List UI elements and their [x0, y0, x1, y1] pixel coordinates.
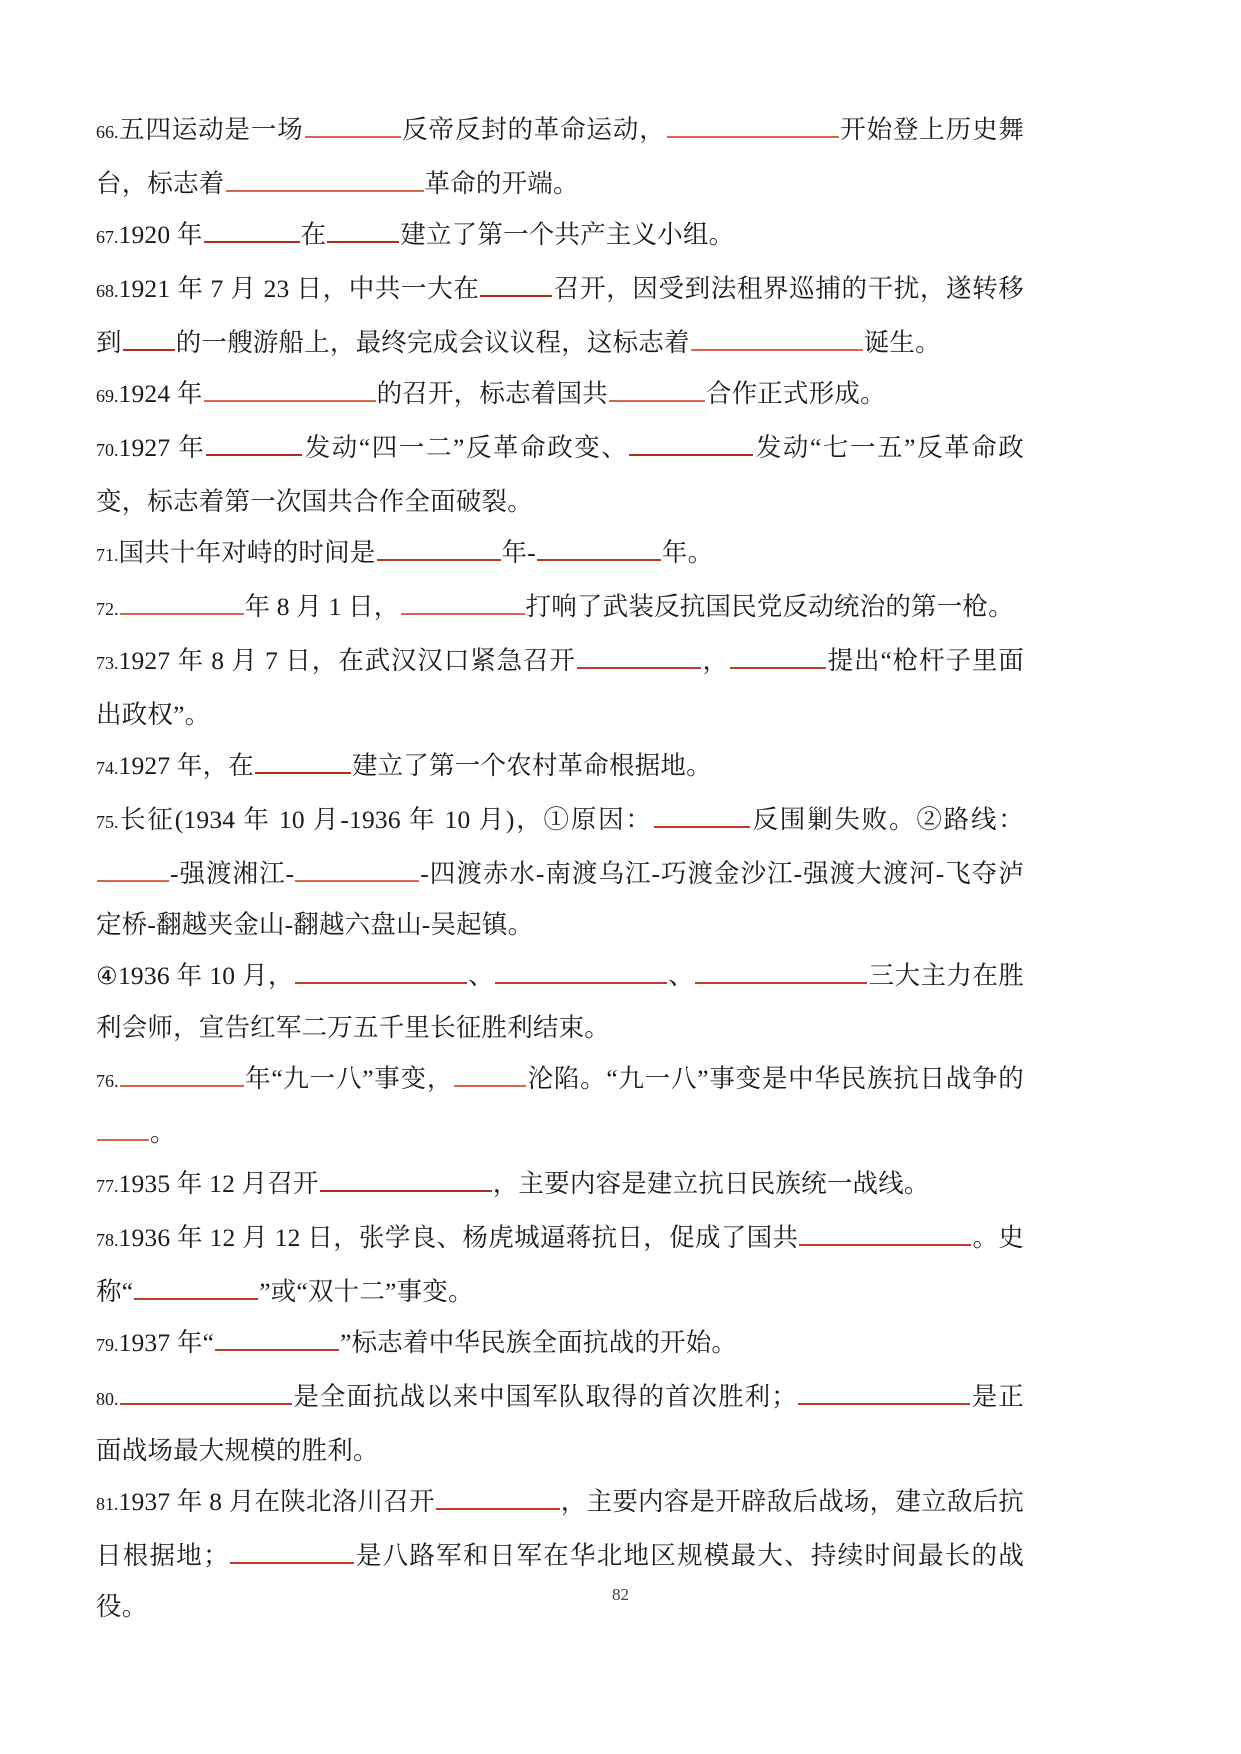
answer-blank[interactable] [495, 956, 667, 985]
question-text: 召开，因受到法租界巡捕的干扰，遂转移到 [96, 274, 1024, 357]
answer-blank[interactable] [654, 800, 750, 829]
question-item [96, 581, 1024, 635]
question-text: 1927 年 8 月 7 日，在武汉汉口紧急召开 [118, 646, 576, 675]
question-text: 反围剿失败。②路线： [750, 805, 1024, 834]
answer-blank[interactable] [609, 374, 705, 403]
answer-blank[interactable] [327, 215, 399, 244]
question-number: 67. [96, 227, 119, 247]
answer-blank[interactable] [295, 956, 467, 985]
question-item [96, 1371, 1024, 1476]
question-text: -强渡湘江- [170, 859, 295, 888]
answer-blank[interactable] [120, 1059, 244, 1088]
question-number: 77. [96, 1176, 119, 1196]
question-item [96, 527, 1024, 581]
question-number: 69. [96, 386, 119, 406]
answer-blank[interactable] [215, 1323, 339, 1352]
answer-blank[interactable] [204, 215, 300, 244]
question-text: 1921 年 7 月 23 日，中共一大在 [118, 274, 480, 303]
question-text: 国共十年对峙的时间是 [118, 538, 376, 567]
question-number: 76. [96, 1071, 119, 1091]
question-number: 81. [96, 1494, 119, 1514]
answer-blank[interactable] [691, 323, 863, 352]
question-text: 建立了第一个农村革命根据地。 [351, 751, 712, 780]
question-text: 1936 年 12 月 12 日，张学良、杨虎城逼蒋抗日，促成了国共 [118, 1223, 799, 1252]
question-text: 的召开，标志着国共 [376, 379, 608, 408]
question-text: 年。 [661, 538, 714, 567]
question-text: ”或“双十二”事变。 [259, 1277, 474, 1306]
question-text: ， [701, 646, 729, 675]
question-item [96, 263, 1024, 368]
page-number: 82 [612, 1585, 629, 1604]
answer-blank[interactable] [798, 1377, 970, 1406]
answer-blank[interactable] [295, 854, 419, 883]
question-text: 1924 年 [118, 379, 203, 408]
answer-blank[interactable] [799, 1218, 971, 1247]
answer-blank[interactable] [230, 1536, 354, 1565]
answer-blank[interactable] [97, 1113, 149, 1142]
question-text: 。史称“ [96, 1223, 1024, 1306]
question-number: 71. [96, 545, 119, 565]
answer-blank[interactable] [454, 1059, 526, 1088]
question-number: 73. [96, 653, 119, 673]
question-text: 、 [467, 961, 495, 990]
question-text: 建立了第一个共产主义小组。 [400, 220, 735, 249]
question-text: 反帝反封的革命运动， [401, 115, 666, 144]
answer-blank[interactable] [480, 269, 552, 298]
question-item [96, 368, 1024, 422]
answer-blank[interactable] [436, 1482, 560, 1511]
question-number: 72. [96, 599, 119, 619]
answer-blank[interactable] [120, 1377, 292, 1406]
question-item [96, 1053, 1024, 1158]
answer-blank[interactable] [401, 587, 525, 616]
question-text: 提出“枪杆子里面出政权”。 [96, 646, 1024, 729]
answer-blank[interactable] [123, 323, 175, 352]
question-item [96, 1212, 1024, 1317]
question-text: 年“九一八”事变， [244, 1064, 454, 1093]
question-text: 三大主力在胜利会师，宣告红军二万五千里长征胜利结束。 [96, 961, 1025, 1042]
answer-blank[interactable] [695, 956, 867, 985]
question-text: 革命的开端。 [424, 169, 579, 198]
question-text: 发动“四一二”反革命政变、 [303, 433, 629, 462]
question-text: 1927 年，在 [118, 751, 254, 780]
question-text: 在 [300, 220, 327, 249]
question-item [96, 104, 1024, 209]
question-item [96, 635, 1024, 740]
question-text: 是正面战场最大规模的胜利。 [96, 1382, 1024, 1465]
question-number: 66. [96, 122, 119, 142]
question-text: 1936 年 10 月， [117, 961, 294, 990]
question-item [96, 794, 1024, 950]
question-text: 五四运动是一场 [118, 115, 304, 144]
answer-blank[interactable] [629, 428, 753, 457]
question-text: 是全面抗战以来中国军队取得的首次胜利； [292, 1382, 797, 1411]
question-number: 70. [96, 440, 119, 460]
question-text: 打响了武装反抗国民党反动统治的第一枪。 [525, 592, 1014, 621]
answer-blank[interactable] [537, 533, 661, 562]
question-text: 是八路军和日军在华北地区规模最大、持续时间最长的战役。 [96, 1541, 1024, 1621]
answer-blank[interactable] [206, 428, 302, 457]
answer-blank[interactable] [120, 587, 244, 616]
question-text: 年 8 月 1 日， [244, 592, 400, 621]
question-item [96, 740, 1024, 794]
question-text: 开始登上历史舞台，标志着 [96, 115, 1024, 198]
question-text: 长征(1934 年 10 月-1936 年 10 月)，①原因： [118, 805, 653, 834]
question-text: 1937 年“ [118, 1328, 215, 1357]
question-circle-marker: ④ [96, 962, 118, 990]
question-number: 79. [96, 1335, 119, 1355]
answer-blank[interactable] [320, 1164, 492, 1193]
answer-blank[interactable] [226, 164, 424, 193]
question-text: 年- [501, 538, 536, 567]
question-number: 68. [96, 281, 119, 301]
question-text: 1920 年 [118, 220, 203, 249]
question-text: 1935 年 12 月召开 [118, 1169, 319, 1198]
question-text: 1927 年 [118, 433, 206, 462]
question-text: ，主要内容是建立抗日民族统一战线。 [492, 1169, 930, 1198]
answer-blank[interactable] [377, 533, 501, 562]
question-text: 的一艘游船上，最终完成会议议程，这标志着 [175, 328, 690, 357]
question-item [96, 209, 1024, 263]
answer-blank[interactable] [730, 641, 826, 670]
answer-blank[interactable] [305, 110, 401, 139]
question-item [96, 1476, 1024, 1632]
question-number: 75. [96, 812, 119, 832]
question-text: 。 [150, 1118, 176, 1147]
question-item [96, 422, 1024, 527]
question-text: ”标志着中华民族全面抗战的开始。 [340, 1328, 738, 1357]
question-text: 合作正式形成。 [705, 379, 886, 408]
question-text: 1937 年 8 月在陕北洛川召开 [118, 1487, 435, 1516]
question-item [96, 1158, 1024, 1212]
question-number: 74. [96, 758, 119, 778]
answer-blank[interactable] [255, 746, 351, 775]
question-number: 80. [96, 1389, 119, 1409]
question-number: 78. [96, 1230, 119, 1250]
answer-blank[interactable] [204, 374, 376, 403]
answer-blank[interactable] [667, 110, 839, 139]
question-text: 诞生。 [863, 328, 941, 357]
question-text: -四渡赤水-南渡乌江-巧渡金沙江-强渡大渡河-飞夺泸定桥-翻越夹金山-翻越六盘山-吴起镇。 [96, 859, 1024, 939]
answer-blank[interactable] [134, 1272, 258, 1301]
question-item [96, 950, 1024, 1053]
question-item [96, 1317, 1024, 1371]
answer-blank[interactable] [577, 641, 701, 670]
question-text: 发动“七一五”反革命政变，标志着第一次国共合作全面破裂。 [96, 433, 1024, 516]
questions-container [96, 104, 1024, 1632]
question-text: 、 [668, 961, 695, 990]
answer-blank[interactable] [97, 854, 169, 883]
question-text: ，主要内容是开辟敌后战场，建立敌后抗日根据地； [96, 1487, 1025, 1570]
question-text: 沦陷。“九一八”事变是中华民族抗日战争的 [527, 1064, 1024, 1093]
